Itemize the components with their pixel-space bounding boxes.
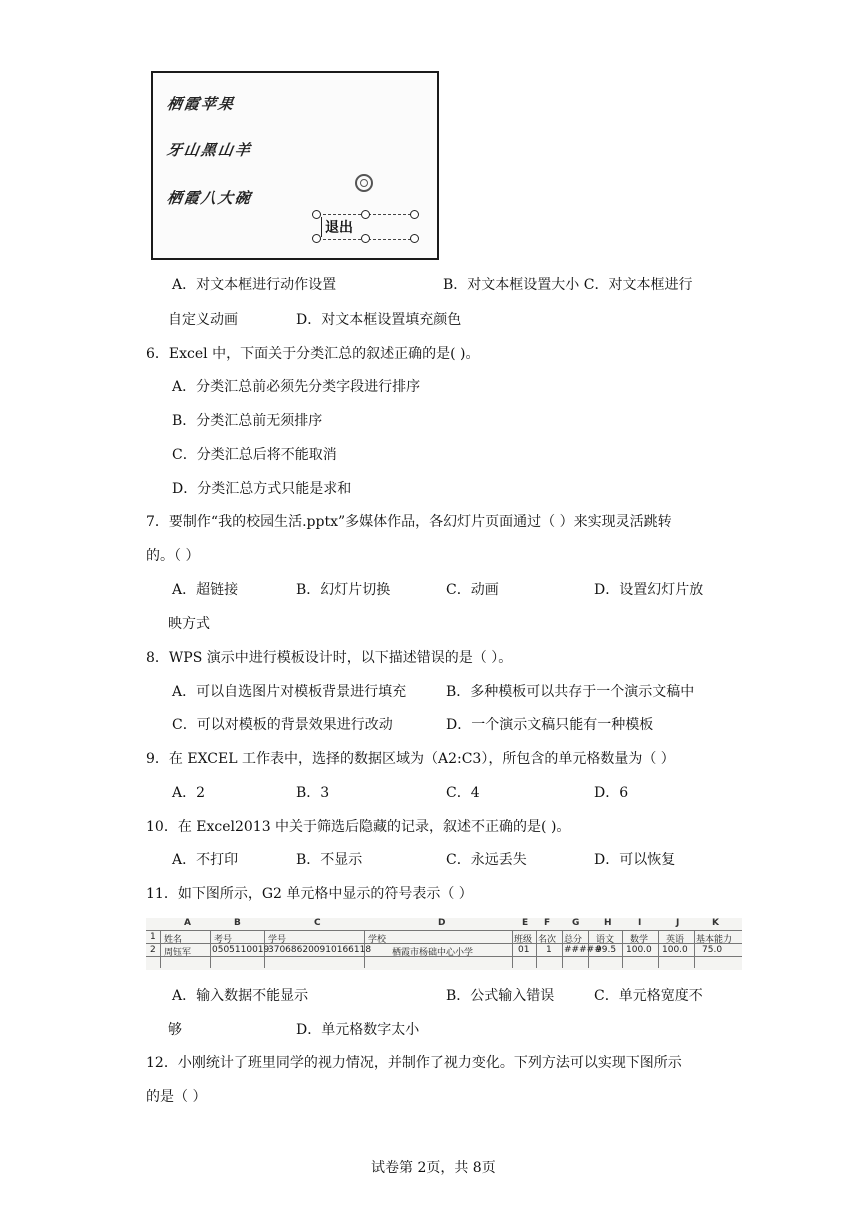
q9-option-b: B．3 xyxy=(296,785,330,801)
excel-data-cell: 75.0 xyxy=(702,945,723,955)
q10-option-c: C．永远丢失 xyxy=(446,852,527,868)
q7-stem-line-1: 7．要制作“我的校园生活.pptx”多媒体作品，各幻灯片页面通过（ ）来实现灵活跳转 xyxy=(146,514,672,530)
excel-col-header: H xyxy=(604,918,612,928)
q12-stem-line-2: 的是（ ） xyxy=(146,1089,207,1105)
rotate-handle-icon xyxy=(355,174,373,192)
q5-option-c-wrap: 自定义动画 xyxy=(168,312,238,328)
excel-row-number: 2 xyxy=(150,945,156,955)
q9-option-c: C．4 xyxy=(446,785,480,801)
q6-option-c: C．分类汇总后将不能取消 xyxy=(172,447,337,463)
slide-text-line-3: 栖霞八大碗 xyxy=(165,189,254,207)
slide-text-line-2: 牙山黑山羊 xyxy=(165,141,254,159)
q7-option-a: A．超链接 xyxy=(172,582,239,598)
slide-text-line-1: 栖霞苹果 xyxy=(165,95,237,113)
selection-handle-icon xyxy=(410,234,419,243)
exit-textbox: 退出 xyxy=(321,217,353,237)
q9-option-d: D．6 xyxy=(594,785,629,801)
selection-handle-icon xyxy=(312,210,321,219)
excel-grid-line xyxy=(658,930,659,968)
q11-option-a: A．输入数据不能显示 xyxy=(172,988,309,1004)
q12-stem-line-1: 12．小刚统计了班里同学的视力情况，并制作了视力变化。下列方法可以实现下图所示 xyxy=(146,1055,682,1071)
q10-stem: 10．在 Excel2013 中关于筛选后隐藏的记录，叙述不正确的是( )。 xyxy=(146,819,571,835)
q10-option-d: D．可以恢复 xyxy=(594,852,676,868)
q6-option-b: B．分类汇总前无须排序 xyxy=(172,413,323,429)
q9-option-a: A．2 xyxy=(172,785,206,801)
q8-option-d: D．一个演示文稿只能有一种模板 xyxy=(446,717,654,733)
excel-grid-line xyxy=(562,930,563,968)
excel-grid-line xyxy=(622,930,623,968)
q5-option-a: A．对文本框进行动作设置 xyxy=(172,277,337,293)
excel-data-cell: 370686200910166118 xyxy=(268,945,372,955)
excel-row-number: 1 xyxy=(150,932,156,942)
page-footer: 试卷第 2页，共 8页 xyxy=(371,1160,496,1176)
excel-data-cell: 100.0 xyxy=(662,945,688,955)
excel-grid-line xyxy=(694,930,695,968)
excel-col-header: K xyxy=(712,918,719,928)
slide-screenshot-image xyxy=(151,71,439,260)
q7-option-b: B．幻灯片切换 xyxy=(296,582,391,598)
excel-header-cell: 班级 xyxy=(514,935,533,945)
excel-header-cell: 姓名 xyxy=(164,935,183,945)
excel-grid-line xyxy=(146,930,742,931)
excel-data-cell: 01 xyxy=(518,945,530,955)
excel-screenshot-image xyxy=(146,918,742,970)
excel-header-cell: 总分 xyxy=(564,935,583,945)
q10-option-b: B．不显示 xyxy=(296,852,363,868)
q7-option-d-wrap: 映方式 xyxy=(168,616,210,632)
excel-col-header: F xyxy=(544,918,551,928)
excel-col-header: I xyxy=(638,918,642,928)
excel-header-cell: 学号 xyxy=(268,935,287,945)
q5-option-d: D．对文本框设置填充颜色 xyxy=(296,312,462,328)
q7-stem-line-2: 的。（ ） xyxy=(146,548,200,564)
q11-option-d: D．单元格数字太小 xyxy=(296,1022,420,1038)
q11-option-b: B．公式输入错误 xyxy=(446,988,555,1004)
excel-header-cell: 考号 xyxy=(214,935,233,945)
q6-option-d: D．分类汇总方式只能是求和 xyxy=(172,481,352,497)
excel-col-header: B xyxy=(234,918,241,928)
excel-grid-line xyxy=(512,930,513,968)
excel-header-cell: 数学 xyxy=(630,935,649,945)
excel-col-header: J xyxy=(676,918,680,928)
excel-grid-line xyxy=(536,930,537,968)
excel-data-cell: 栖霞市杨础中心小学 xyxy=(392,948,474,958)
excel-col-header: C xyxy=(314,918,321,928)
q10-option-a: A．不打印 xyxy=(172,852,239,868)
q7-option-c: C．动画 xyxy=(446,582,499,598)
q6-stem: 6．Excel 中，下面关于分类汇总的叙述正确的是( )。 xyxy=(146,346,480,362)
excel-header-cell: 语文 xyxy=(596,935,615,945)
q8-option-a: A．可以自选图片对模板背景进行填充 xyxy=(172,684,407,700)
excel-grid-line xyxy=(146,943,742,944)
excel-header-cell: 基本能力 xyxy=(696,935,733,945)
excel-header-cell: 英语 xyxy=(666,935,685,945)
excel-data-cell: 99.5 xyxy=(596,945,617,955)
excel-header-cell: 名次 xyxy=(538,935,557,945)
excel-grid-line xyxy=(210,930,211,968)
q6-option-a: A．分类汇总前必须先分类字段进行排序 xyxy=(172,379,421,395)
excel-grid-line xyxy=(160,930,161,968)
excel-data-cell: ##### xyxy=(564,945,602,955)
q11-option-c: C．单元格宽度不 xyxy=(594,988,703,1004)
excel-data-cell: 1 xyxy=(546,945,552,955)
selection-handle-icon xyxy=(312,234,321,243)
q5-option-b-c: B．对文本框设置大小 C．对文本框进行 xyxy=(443,277,693,293)
excel-col-header: E xyxy=(522,918,529,928)
excel-data-cell: 0505110019 xyxy=(212,945,270,955)
excel-col-header: A xyxy=(184,918,191,928)
selection-handle-icon xyxy=(410,210,419,219)
q8-option-b: B．多种模板可以共存于一个演示文稿中 xyxy=(446,684,695,700)
q7-option-d: D．设置幻灯片放 xyxy=(594,582,704,598)
q8-stem: 8．WPS 演示中进行模板设计时，以下描述错误的是（ ）。 xyxy=(146,650,513,666)
excel-data-cell: 100.0 xyxy=(626,945,652,955)
selection-handle-icon xyxy=(361,210,370,219)
excel-col-header: D xyxy=(438,918,446,928)
excel-header-cell: 学校 xyxy=(368,935,387,945)
excel-data-cell: 周钰军 xyxy=(164,948,192,958)
excel-col-header: G xyxy=(572,918,580,928)
q8-option-c: C．可以对模板的背景效果进行改动 xyxy=(172,717,393,733)
q11-stem: 11．如下图所示，G2 单元格中显示的符号表示（ ） xyxy=(146,886,473,902)
q11-option-c-wrap: 够 xyxy=(168,1022,182,1038)
q9-stem: 9．在 EXCEL 工作表中，选择的数据区域为（A2:C3），所包含的单元格数量为（ ） xyxy=(146,751,675,767)
selection-handle-icon xyxy=(361,234,370,243)
